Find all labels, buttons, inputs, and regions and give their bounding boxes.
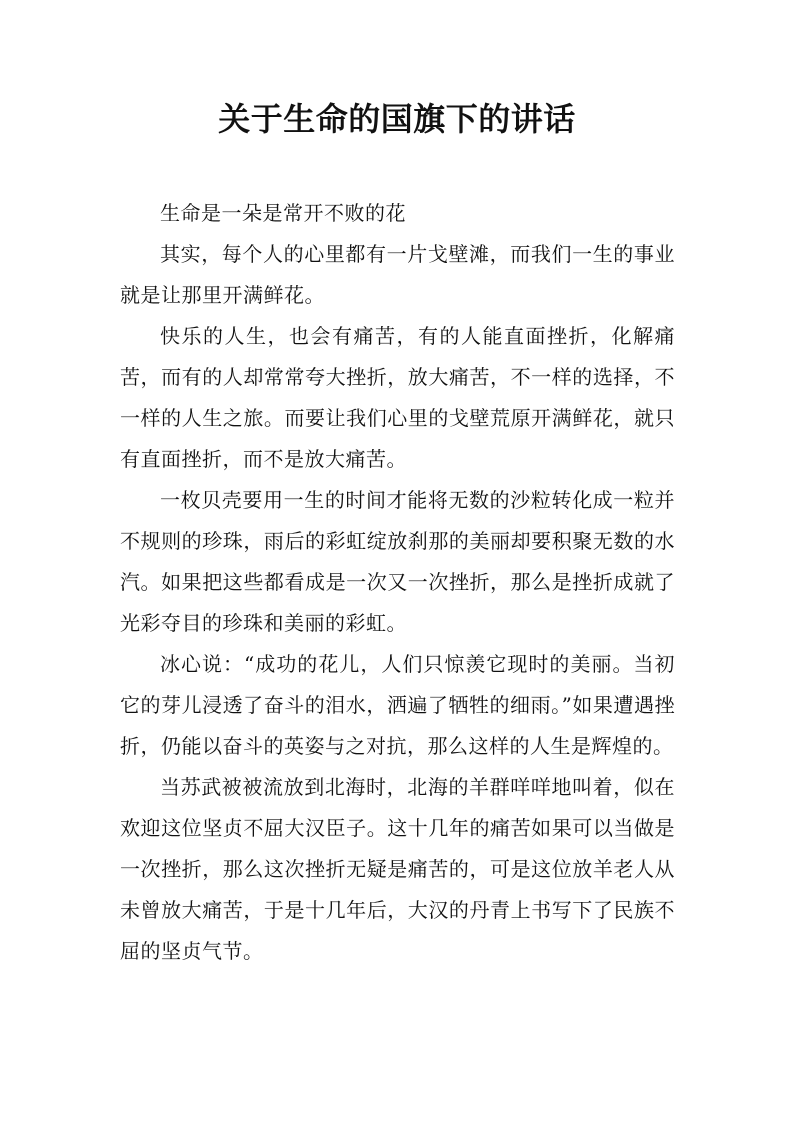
paragraph: 当苏武被被流放到北海时，北海的羊群咩咩地叫着，似在欢迎这位坚贞不屈大汉臣子。这十几年的痛苦如果可以当做是一次挫折，那么这次挫折无疑是痛苦的，可是这位放羊老人从未曾放大痛苦，于是十几年后，大汉的丹青上书写下了民族不屈的坚贞气节。 <box>120 775 675 963</box>
paragraph: 生命是一朵是常开不败的花 <box>160 201 406 225</box>
paragraph: 一枚贝壳要用一生的时间才能将无数的沙粒转化成一粒并不规则的珍珠，雨后的彩虹绽放刹那的美丽却要积聚无数的水汽。如果把这些都看成是一次又一次挫折，那么是挫折成就了光彩夺目的珍珠和美丽的彩虹。 <box>120 488 675 635</box>
document-title: 关于生命的国旗下的讲话 <box>218 100 576 138</box>
document-body <box>120 193 675 972</box>
paragraph: 其实，每个人的心里都有一片戈壁滩，而我们一生的事业就是让那里开满鲜花。 <box>120 242 675 307</box>
paragraph: 冰心说：“成功的花儿，人们只惊羡它现时的美丽。当初它的芽儿浸透了奋斗的泪水，洒遍了牺牲的细雨。”如果遭遇挫折，仍能以奋斗的英姿与之对抗，那么这样的人生是辉煌的。 <box>120 652 675 758</box>
paragraph: 快乐的人生，也会有痛苦，有的人能直面挫折，化解痛苦，而有的人却常常夸大挫折，放大痛苦，不一样的选择，不一样的人生之旅。而要让我们心里的戈壁荒原开满鲜花，就只有直面挫折，而不是放大痛苦。 <box>120 324 675 471</box>
